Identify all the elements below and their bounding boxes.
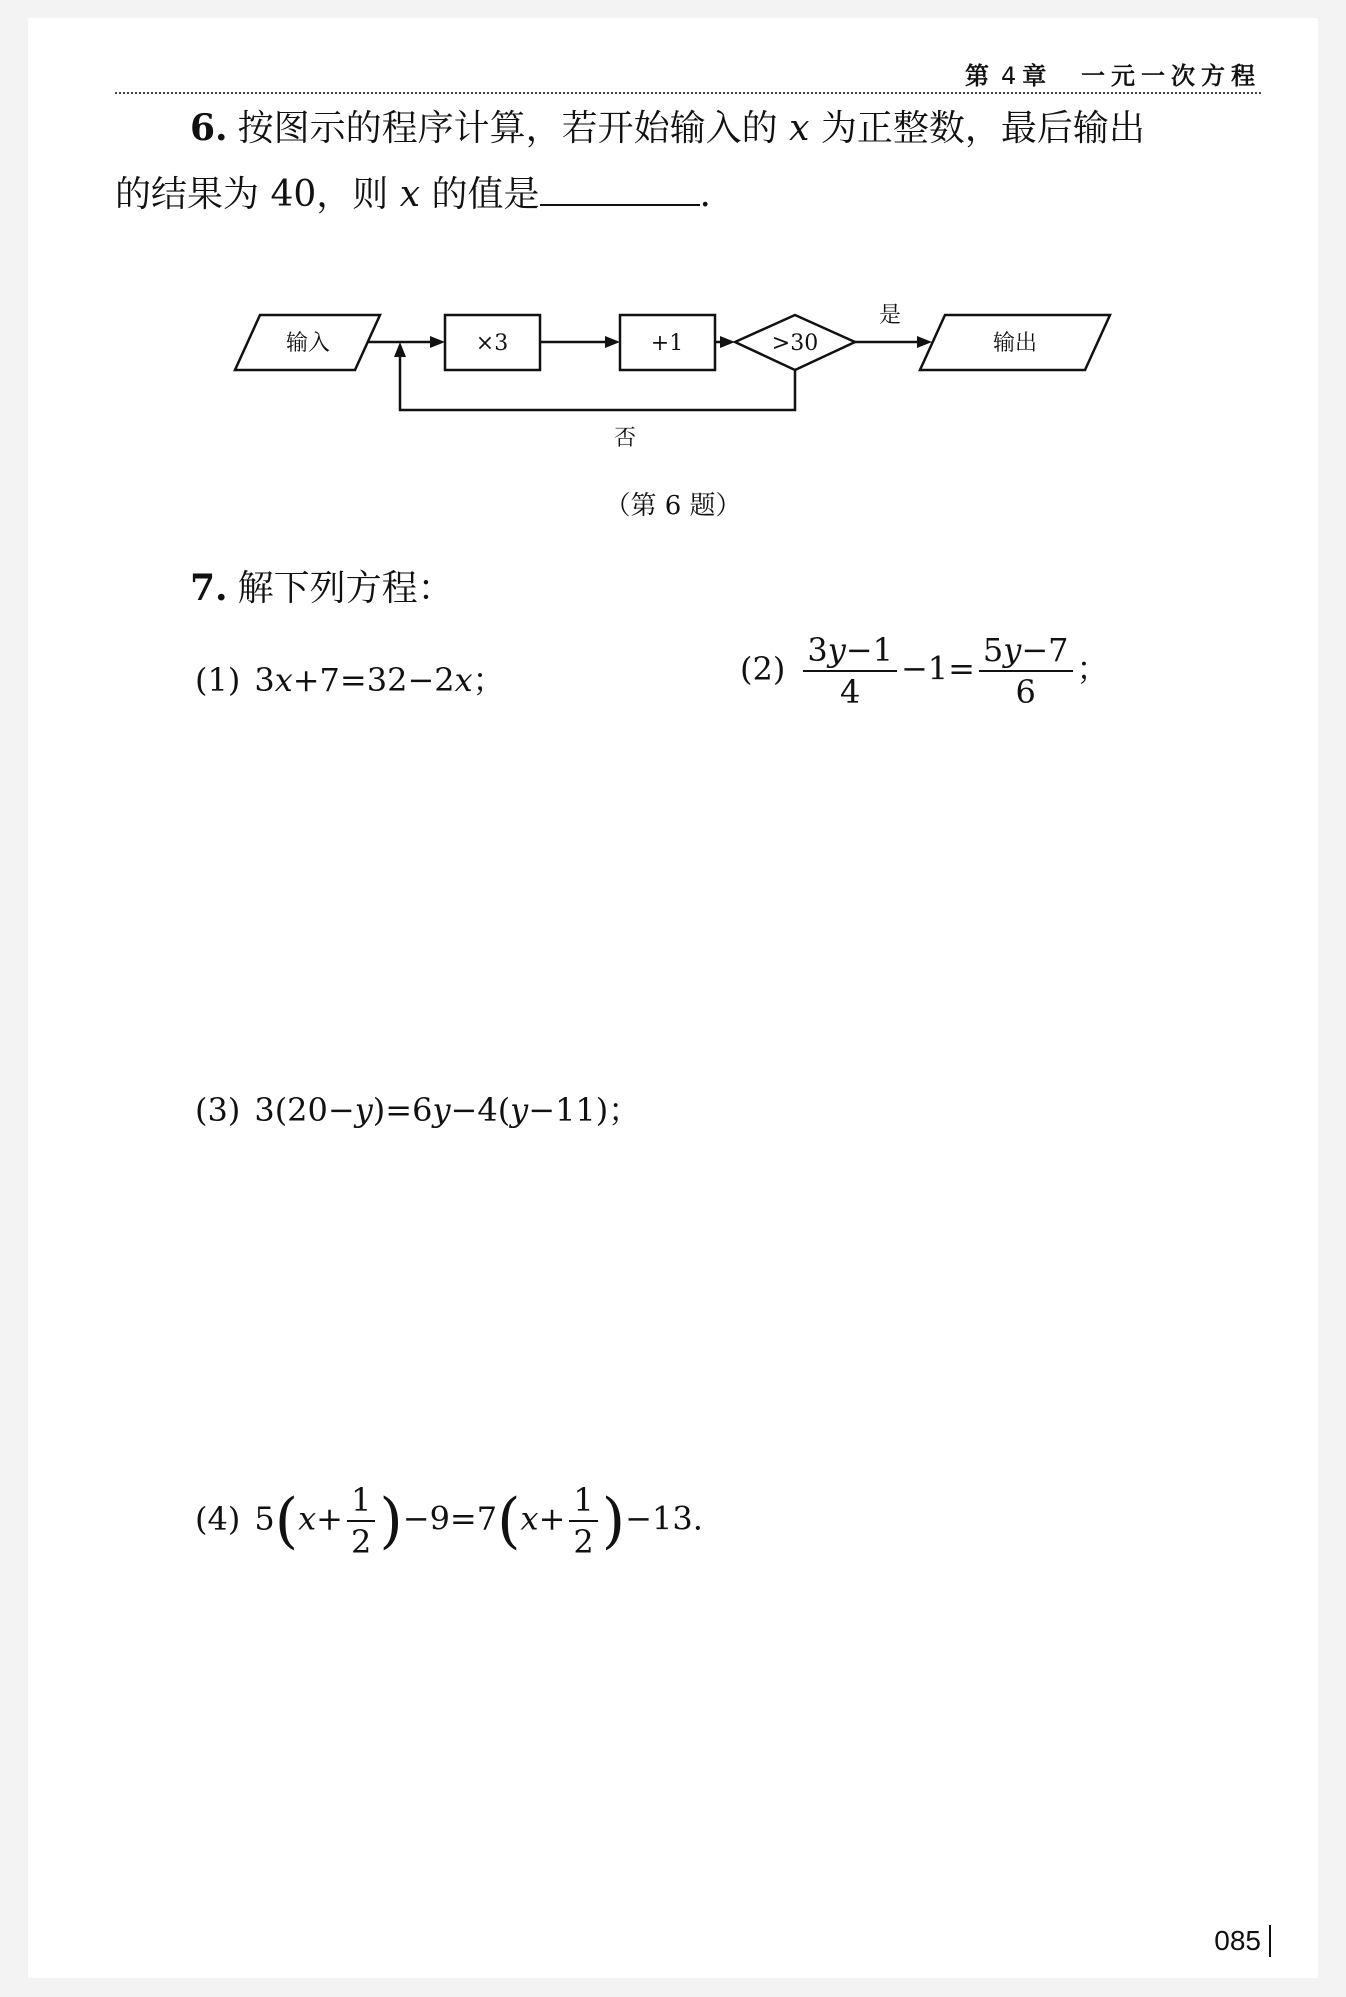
eq-text: 5 [254,1499,275,1538]
equation-1 [195,655,505,701]
eq-variable: x [454,661,473,699]
loop-line [400,347,795,410]
eq-text: + [316,1499,343,1538]
eq-text: +7=32−2 [292,661,455,699]
q6-period: . [699,174,711,215]
denominator: 2 [350,1523,372,1561]
fraction [569,1480,597,1562]
question-6 [115,95,1245,228]
eq-text: )=6 [372,1091,433,1129]
eq-variable: y [827,631,846,669]
denominator: 6 [1015,673,1036,711]
fraction [347,1480,375,1562]
arrowhead [394,342,406,357]
numerator: 1 [347,1480,375,1522]
eq-text: −4( [450,1091,511,1129]
eq-text: 3(20− [254,1091,355,1129]
numerator: 1 [569,1480,597,1522]
chapter-title: 一元一次方程 [1081,62,1261,90]
chapter-number: 4 [1001,62,1017,90]
equation-3 [195,1085,640,1131]
flow-plus-label: +1 [650,331,684,356]
arrowhead [430,336,445,348]
chapter-header [965,56,1261,91]
eq-variable: y [354,1091,373,1129]
eq-text: −9=7 [402,1499,498,1538]
denominator: 4 [839,673,861,711]
equation-4 [195,1480,703,1562]
eq-label: (1) [195,661,241,699]
arrowhead [605,336,620,348]
eq-text: 3 [807,631,828,669]
eq-label: (3) [195,1091,241,1129]
flow-condition-label: >30 [771,331,819,356]
flow-times-label: ×3 [475,331,509,356]
eq-text: −1 [845,631,893,669]
arrowhead [720,336,735,348]
q6-variable: x [789,108,810,149]
right-paren: ) [379,1486,403,1556]
flow-output-label: 输出 [992,331,1038,356]
q7-text: 解下列方程： [237,568,454,609]
figure-caption: （第 6 题） [604,491,742,521]
q6-variable-2: x [399,174,421,215]
eq-variable: x [274,661,293,699]
question-number: 7. [190,567,228,609]
eq-text: ； [472,661,505,699]
header-rule [115,92,1261,94]
q6-text-c: 的结果为 40，则 [115,174,389,215]
flow-no-label: 否 [613,426,637,451]
eq-text: 5 [982,631,1004,669]
eq-text: −1= [900,649,975,688]
eq-text: 3 [254,661,275,699]
flowchart [230,300,1130,460]
eq-variable: y [432,1091,451,1129]
left-paren: ( [497,1486,521,1556]
eq-variable: x [520,1499,539,1538]
eq-text: ； [1076,649,1109,688]
answer-blank[interactable] [540,174,700,206]
chapter-suffix: 章 [1022,62,1053,90]
page-number: 085 [1214,1925,1271,1957]
q6-text-b: 为正整数，最后输出 [820,108,1145,149]
eq-variable: y [1003,631,1022,669]
eq-variable: y [510,1091,529,1129]
eq-label: (4) [195,1499,241,1538]
flow-input-label: 输入 [285,331,331,356]
eq-text: −7 [1021,631,1069,669]
equation-2 [740,630,1109,712]
chapter-prefix: 第 [965,62,995,90]
eq-text: + [538,1499,566,1538]
eq-label: (2) [740,649,786,688]
q6-text-a: 按图示的程序计算，若开始输入的 [237,108,778,149]
question-number: 6. [190,107,228,149]
eq-text: −13. [625,1499,703,1538]
fraction [979,630,1073,712]
left-paren: ( [274,1486,299,1556]
eq-variable: x [298,1499,317,1538]
right-paren: ) [601,1486,626,1556]
denominator: 2 [573,1523,594,1561]
question-7 [115,555,1245,622]
eq-text: −11)； [528,1091,641,1129]
q6-text-d: 的值是 [431,174,540,215]
fraction [803,630,897,712]
flow-yes-label: 是 [878,303,902,328]
